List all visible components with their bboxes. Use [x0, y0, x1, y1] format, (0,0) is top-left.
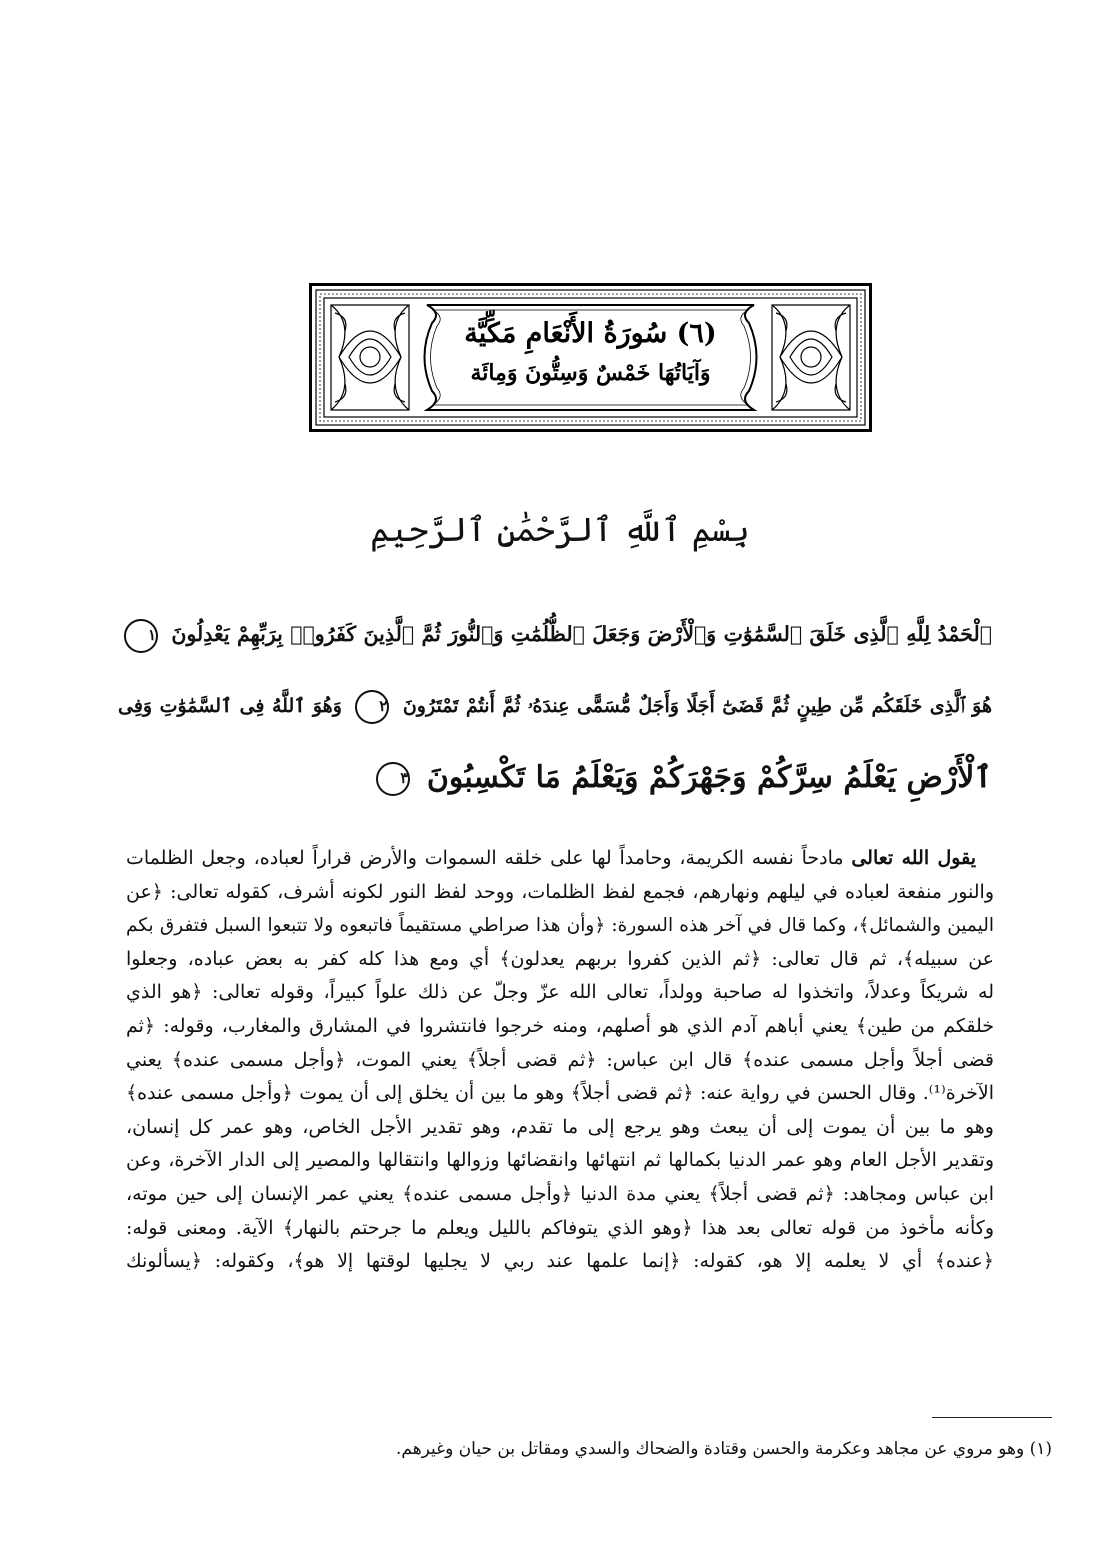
footnote-divider: [932, 1417, 1052, 1418]
tafsir-line: قضى أجلاً وأجل مسمى عنده﴾ قال ابن عباس: ﴿ثم قضى أجلاً﴾ يعني الموت، ﴿وأجل مسمى عنده﴾ يعني: [126, 1048, 994, 1071]
tafsir-line: ابن عباس ومجاهد: ﴿ثم قضى أجلاً﴾ يعني مدة الدنيا ﴿وأجل مسمى عنده﴾ يعني عمر الإنسان إلى حين موته،: [126, 1182, 994, 1205]
surah-ayah-count: وَآيَاتُهَا خَمْسٌ وَسِتُّونَ وَمِائَة: [470, 360, 711, 386]
tafsir-line: عن سبيله﴾، ثم قال تعالى: ﴿ثم الذين كفروا بربهم يعدلون﴾ أي ومع هذا كله كفر به بعض عباده، وجعلوا: [126, 947, 994, 970]
verse-text: ٱلْأَرْضِ يَعْلَمُ سِرَّكُمْ وَجَهْرَكُمْ وَيَعْلَمُ مَا تَكْسِبُونَ: [426, 760, 992, 795]
verse-text: ٱلْحَمْدُ لِلَّهِ ٱلَّذِى خَلَقَ ٱلسَّمَٰوَٰتِ وَٱلْأَرْضَ وَجَعَلَ ٱلظُّلُمَٰتِ وَٱلنُّورَ ثُمَّ ٱلَّذِينَ كَفَرُوا۟ بِرَبِّهِمْ يَعْدِلُونَ: [171, 622, 993, 646]
tafsir-line: وتقدير الأجل العام وهو عمر الدنيا بكمالها ثم انتهائها وانقضائها وزوالها وانتقالها والمصير إلى الدار الآخرة، وعن: [126, 1149, 994, 1172]
ornamental-border: [309, 283, 872, 432]
tafsir-line: وهو ما بين أن يموت إلى أن يبعث وهو يرجع إلى ما تقدم، وهو تقدير الأجل الخاص، وهو عمر كل إنسان،: [126, 1115, 994, 1138]
tafsir-line: الآخرة⁽¹⁾. وقال الحسن في رواية عنه: ﴿ثم قضى أجلاً﴾ وهو ما بين أن يخلق إلى أن يموت ﴿وأجل مسمى عنده﴾: [126, 1082, 994, 1105]
tafsir-line: له شريكاً وعدلاً، واتخذوا له صاحبة وولداً، تعالى الله عزّ وجلّ عن ذلك علواً كبيراً، وقوله تعالى: ﴿هو الذي: [126, 981, 994, 1004]
tafsir-line: وكأنه مأخوذ من قوله تعالى بعد هذا ﴿وهو الذي يتوفاكم بالليل ويعلم ما جرحتم بالنهار﴾ الآية. ومعنى قوله:: [126, 1216, 994, 1239]
tafsir-lead: يقول الله تعالى: [851, 847, 976, 869]
tafsir-line: اليمين والشمائل﴾، وكما قال في آخر هذه السورة: ﴿وأن هذا صراطي مستقيماً فاتبعوه ولا تتبعوا السبل فتفرق بكم: [126, 915, 994, 937]
tafsir-body: [126, 842, 994, 1279]
quran-verses: [118, 598, 992, 814]
ayah-number-marker: ١: [124, 619, 158, 653]
ayah-number-marker: ٢: [355, 690, 389, 724]
verse-text: وَهُوَ ٱللَّهُ فِى ٱلسَّمَٰوَٰتِ وَفِى: [118, 695, 342, 717]
verse-line-1: [118, 598, 992, 670]
tafsir-line: يقول الله تعالى مادحاً نفسه الكريمة، وحامداً لها على خلقه السموات والأرض قراراً لعباده، وجعل الظلمات: [126, 847, 976, 869]
basmala: بِسْمِ ٱللَّهِ ٱلرَّحْمَٰنِ ٱلرَّحِيمِ: [370, 510, 750, 549]
verse-line-3: [118, 742, 992, 814]
footnote: (١) وهو مروي عن مجاهد وعكرمة والحسن وقتادة والضحاك والسدي ومقاتل بن حيان وغيرهم.: [395, 1439, 1052, 1459]
tafsir-line: والنور منفعة لعباده في ليلهم ونهارهم، فجمع لفظ الظلمات، ووحد لفظ النور لكونه أشرف، كقوله تعالى: ﴿عن: [126, 880, 994, 903]
surah-title: (٦) سُورَةُ الأَنْعَامِ مَكِّيَّة: [464, 318, 717, 349]
ayah-number-marker: ٣: [376, 762, 410, 796]
tafsir-line: خلقكم من طين﴾ يعني أباهم آدم الذي هو أصلهم، ومنه خرجوا فانتشروا في المشارق والمغارب، وقوله: ﴿ثم: [126, 1014, 994, 1037]
verse-text: هُوَ ٱلَّذِى خَلَقَكُم مِّن طِينٍ ثُمَّ قَضَىٰٓ أَجَلًا وَأَجَلٌ مُّسَمًّى عِندَهُۥ ثُمَّ أَنتُمْ تَمْتَرُونَ: [402, 695, 992, 717]
surah-header-frame: [309, 283, 872, 432]
tafsir-line: ﴿عنده﴾ أي لا يعلمه إلا هو، كقوله: ﴿إنما علمها عند ربي لا يجليها لوقتها إلا هو﴾، وكقوله: ﴿يسألونك: [126, 1250, 994, 1273]
verse-line-2: [118, 670, 992, 742]
